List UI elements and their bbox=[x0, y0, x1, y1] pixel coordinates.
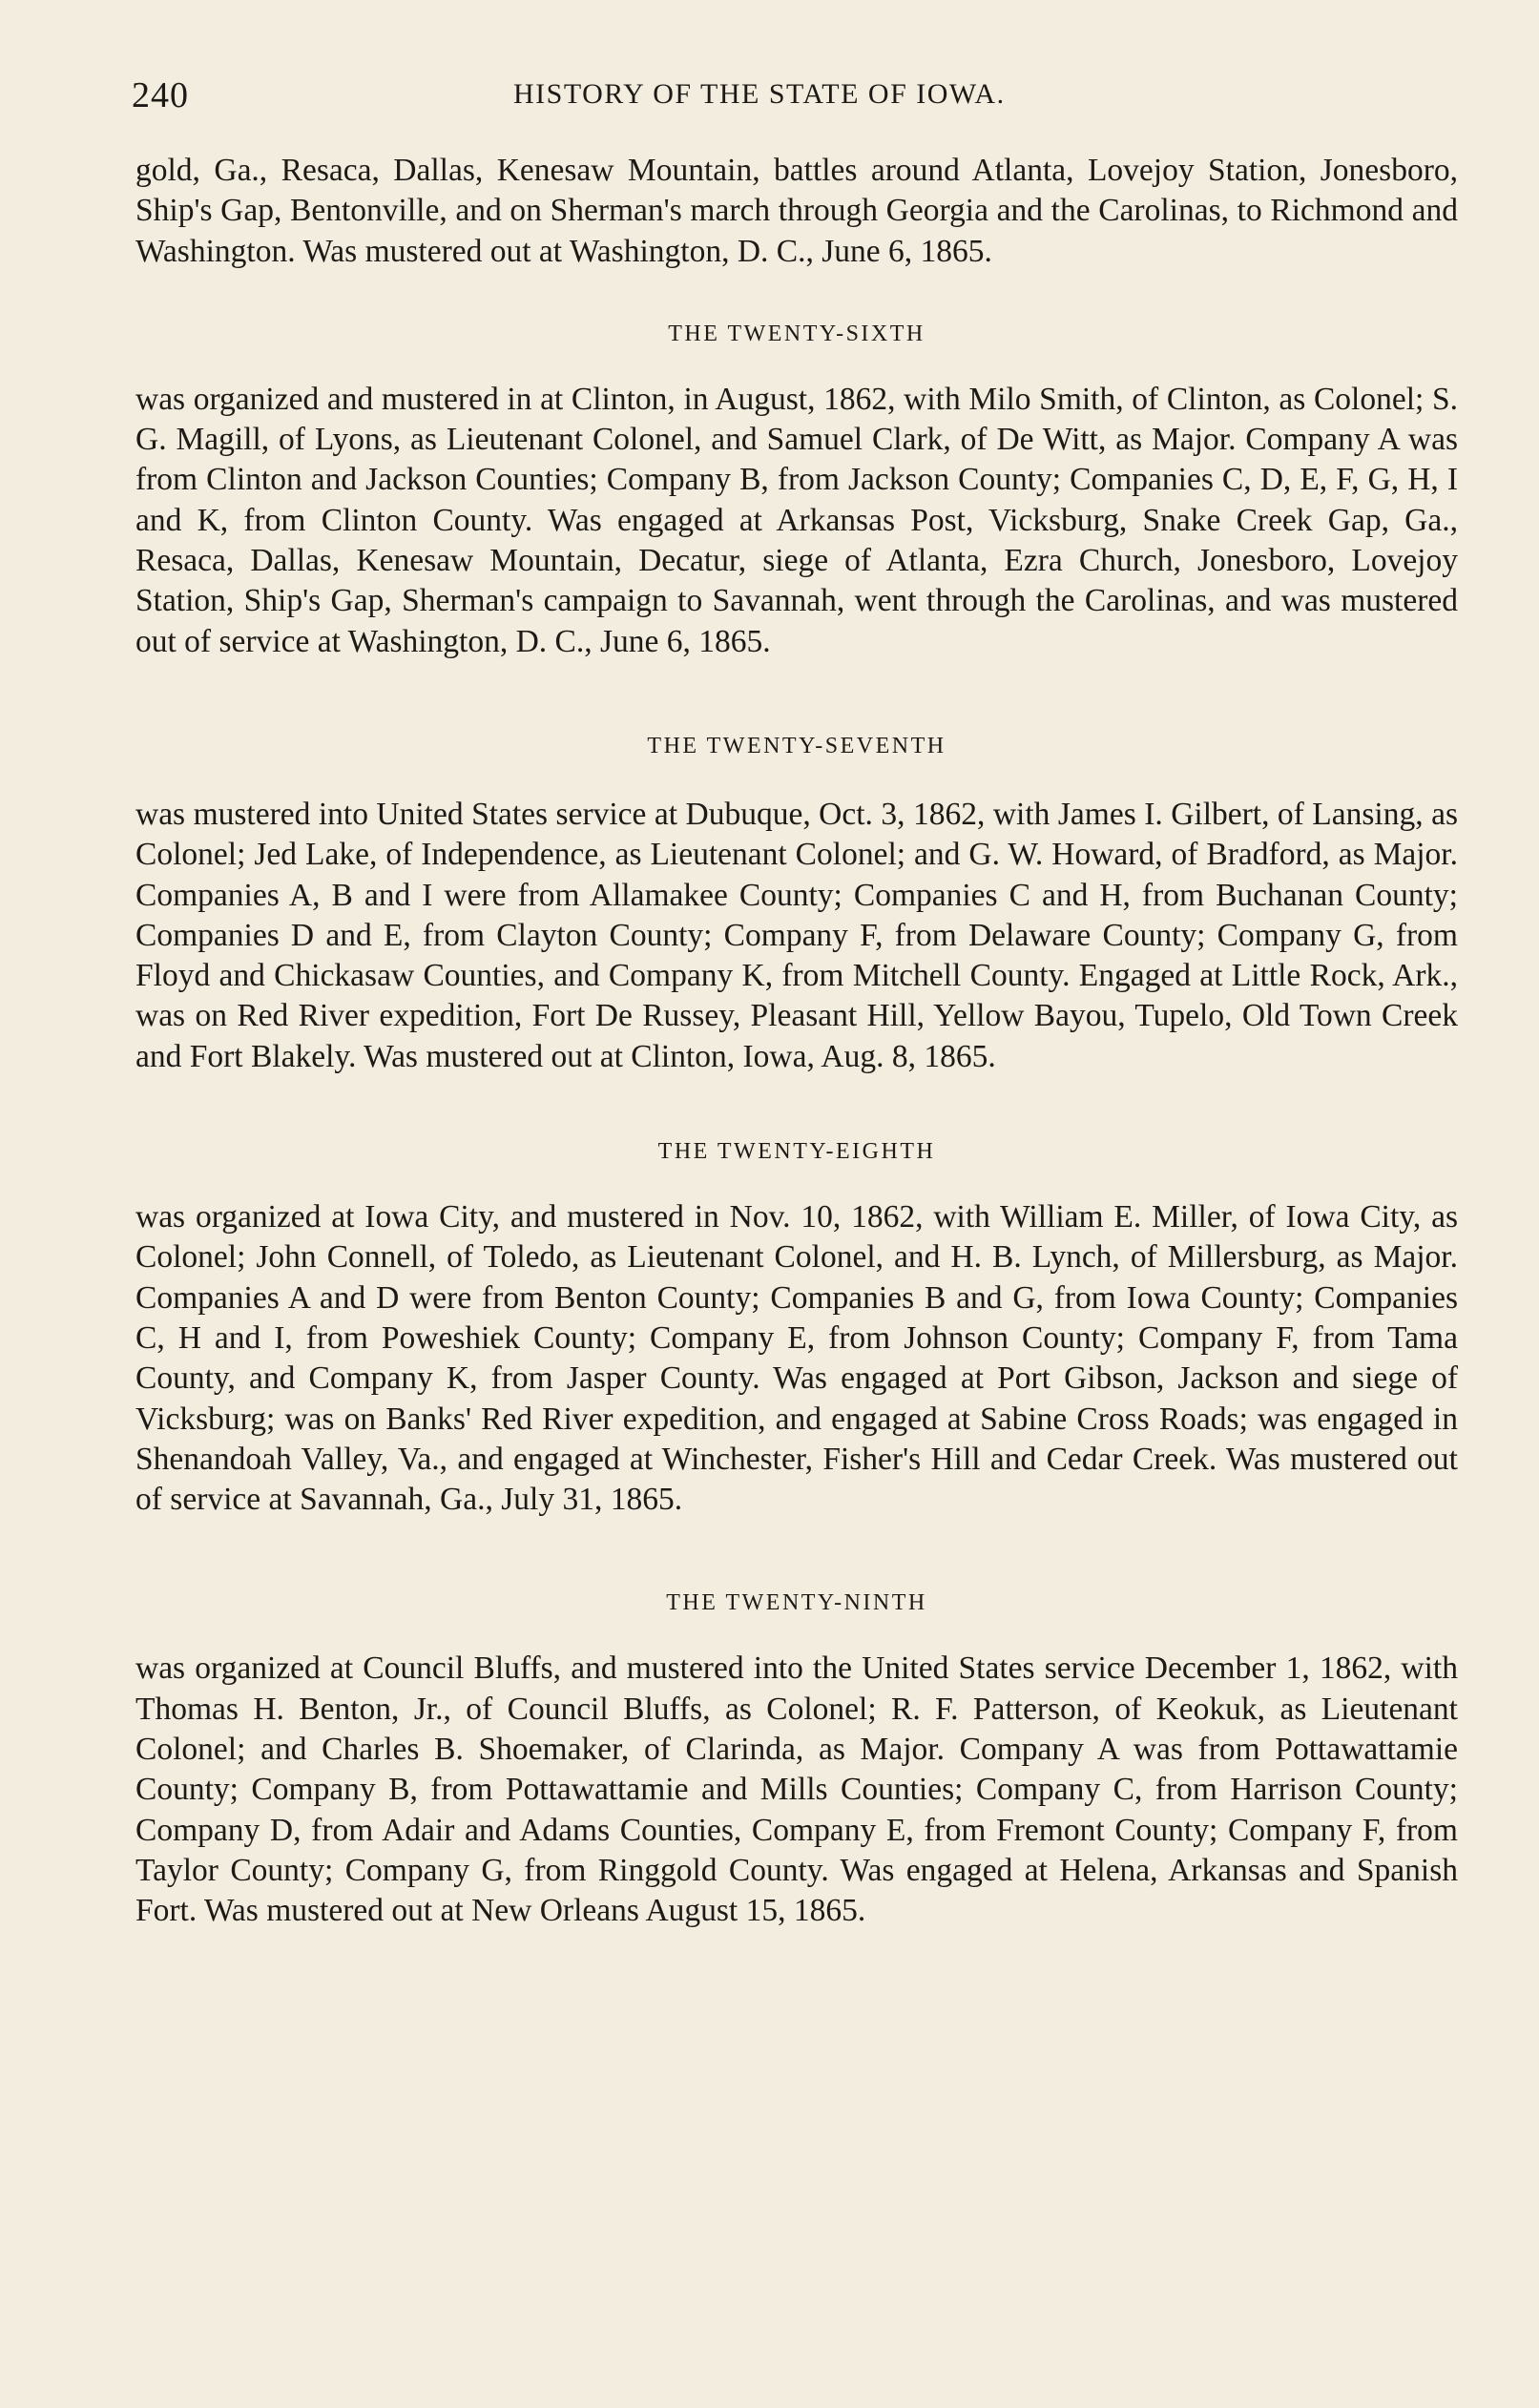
section-heading-twenty-seventh: THE TWENTY-SEVENTH bbox=[647, 733, 946, 758]
paragraph-twenty-ninth: was organized at Council Bluffs, and mustered into the United States service December 1, 1862, with Thomas H. Benton, Jr., of Council Bluffs, as Colonel; R. F. Patterson, of Keokuk, as Lieutenant Colonel; and Charles B. Shoemaker, of Clarinda, as Major. Company A was from Pottawattamie County; Company B, from Pottawattamie and Mills Counties; Company C, from Harrison County; Company D, from Adair and Adams Counties, Company E, from Fremont County; Company F, from Taylor County; Company G, from Ringgold County. Was engaged at Helena, Arkansas and Spanish Fort. Was mustered out at New Orleans August 15, 1865. bbox=[135, 1650, 1458, 1929]
section-heading-twenty-sixth: THE TWENTY-SIXTH bbox=[668, 321, 925, 346]
running-head bbox=[132, 74, 1458, 128]
paragraph-continuation: gold, Ga., Resaca, Dallas, Kenesaw Mountain, battles around Atlanta, Lovejoy Station, Jonesboro, Ship's Gap, Bentonville, and on Sherman's march through Georgia and the Carolinas, to Richmond and Washington. Was mustered out at Washington, D. C., June 6, 1865. bbox=[135, 153, 1458, 269]
paragraph-twenty-seventh: was mustered into United States service at Dubuque, Oct. 3, 1862, with James I. Gilbert, of Lansing, as Colonel; Jed Lake, of Independence, as Lieutenant Colonel; and G. W. Howard, of Bradford, as Major. Companies A, B and I were from Allamakee County; Companies C and H, from Buchanan County; Companies D and E, from Clayton County; Company F, from Delaware County; Company G, from Floyd and Chickasaw Counties, and Company K, from Mitchell County. Engaged at Little Rock, Ark., was on Red River expedition, Fort De Russey, Pleasant Hill, Yellow Bayou, Tupelo, Old Town Creek and Fort Blakely. Was mustered out at Clinton, Iowa, Aug. 8, 1865. bbox=[135, 796, 1458, 1074]
page-number: 240 bbox=[132, 75, 189, 115]
section-heading-twenty-eighth: THE TWENTY-EIGHTH bbox=[657, 1139, 936, 1165]
body-text bbox=[135, 151, 1458, 1932]
paragraph-twenty-sixth: was organized and mustered in at Clinton, in August, 1862, with Milo Smith, of Clinton, as Colonel; S. G. Magill, of Lyons, as Lieutenant Colonel, and Samuel Clark, of De Witt, as Major. Company A was from Clinton and Jackson Counties; Company B, from Jackson County; Companies C, D, E, F, G, H, I and K, from Clinton County. Was engaged at Arkansas Post, Vicksburg, Snake Creek Gap, Ga., Resaca, Dallas, Kenesaw Mountain, Decatur, siege of Atlanta, Ezra Church, Jonesboro, Lovejoy Station, Ship's Gap, Sherman's campaign to Savannah, went through the Carolinas, and was mustered out of service at Washington, D. C., June 6, 1865. bbox=[135, 381, 1458, 659]
running-title: HISTORY OF THE STATE OF IOWA. bbox=[513, 78, 1006, 110]
paragraph-twenty-eighth: was organized at Iowa City, and mustered in Nov. 10, 1862, with William E. Miller, of Iowa City, as Colonel; John Connell, of Toledo, as Lieutenant Colonel, and H. B. Lynch, of Millersburg, as Major. Companies A and D were from Benton County; Companies B and G, from Iowa County; Companies C, H and I, from Poweshiek County; Company E, from Johnson County; Company F, from Tama County, and Company K, from Jasper County. Was engaged at Port Gibson, Jackson and siege of Vicksburg; was on Banks' Red River expedition, and engaged at Sabine Cross Roads; was engaged in Shenandoah Valley, Va., and engaged at Winchester, Fisher's Hill and Cedar Creek. Was mustered out of service at Savannah, Ga., July 31, 1865. bbox=[135, 1199, 1458, 1518]
section-heading-twenty-ninth: THE TWENTY-NINTH bbox=[666, 1590, 927, 1616]
